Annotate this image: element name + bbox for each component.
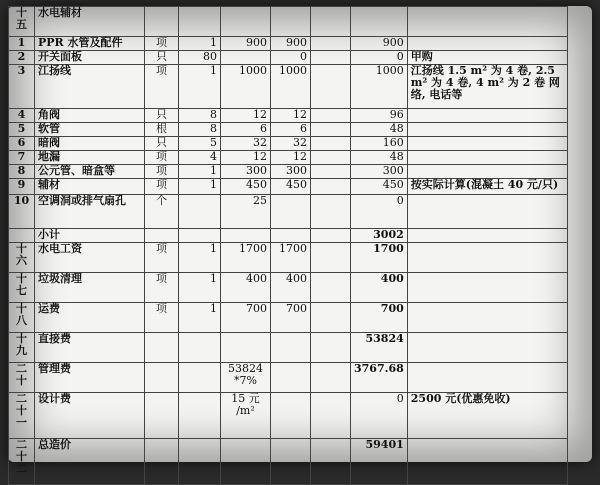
total-cell: 59401 [351, 439, 408, 485]
quantity-cell: 1 [179, 165, 221, 179]
quantity-cell [179, 7, 221, 37]
note-cell [407, 195, 567, 229]
quantity-cell: 8 [179, 123, 221, 137]
table-row [9, 37, 568, 51]
item-name-cell: 运费 [35, 303, 145, 333]
unit-price-cell [221, 333, 271, 363]
item-name-cell: 暗阀 [35, 137, 145, 151]
total-cell: 53824 [351, 333, 408, 363]
item-name-cell: 辅材 [35, 179, 145, 195]
unit-cell: 项 [145, 303, 179, 333]
amount-cell [271, 229, 311, 243]
unit-price-cell [221, 51, 271, 65]
item-name-cell: 公元管、暗盒等 [35, 165, 145, 179]
quantity-cell: 1 [179, 37, 221, 51]
row-number-cell: 6 [9, 137, 35, 151]
total-cell: 300 [351, 165, 408, 179]
item-name-cell: 总造价 [35, 439, 145, 485]
item-name-cell: 地漏 [35, 151, 145, 165]
note-cell: 按实际计算(混凝土 40 元/只) [407, 179, 567, 195]
row-number-cell: 8 [9, 165, 35, 179]
total-cell: 0 [351, 51, 408, 65]
total-cell: 400 [351, 273, 408, 303]
row-number-cell: 十 八 [9, 303, 35, 333]
blank-cell [311, 273, 351, 303]
note-cell [407, 229, 567, 243]
item-name-cell: 开关面板 [35, 51, 145, 65]
total-cell: 3002 [351, 229, 408, 243]
row-number-cell [9, 229, 35, 243]
unit-price-cell: 32 [221, 137, 271, 151]
unit-price-cell: 300 [221, 165, 271, 179]
quantity-cell [179, 439, 221, 485]
unit-price-cell: 1700 [221, 243, 271, 273]
total-cell: 450 [351, 179, 408, 195]
unit-cell: 根 [145, 123, 179, 137]
quantity-cell: 1 [179, 243, 221, 273]
quantity-cell [179, 229, 221, 243]
total-cell: 1000 [351, 65, 408, 109]
amount-cell: 900 [271, 37, 311, 51]
table-row [9, 7, 568, 37]
item-name-cell: 江扬线 [35, 65, 145, 109]
total-cell: 0 [351, 195, 408, 229]
row-number-cell: 7 [9, 151, 35, 165]
unit-price-cell [221, 439, 271, 485]
total-cell: 900 [351, 37, 408, 51]
unit-cell: 项 [145, 179, 179, 195]
unit-price-cell: 400 [221, 273, 271, 303]
unit-cell [145, 439, 179, 485]
item-name-cell: 水电工资 [35, 243, 145, 273]
cost-table [8, 6, 568, 485]
note-cell [407, 151, 567, 165]
amount-cell: 700 [271, 303, 311, 333]
unit-price-cell: 900 [221, 37, 271, 51]
blank-cell [311, 363, 351, 393]
table-row [9, 137, 568, 151]
item-name-cell: 小计 [35, 229, 145, 243]
quantity-cell: 5 [179, 137, 221, 151]
unit-price-cell [221, 7, 271, 37]
unit-cell: 项 [145, 65, 179, 109]
unit-price-cell: 53824 *7% [221, 363, 271, 393]
note-cell [407, 7, 567, 37]
note-cell [407, 363, 567, 393]
blank-cell [311, 393, 351, 439]
unit-price-cell: 12 [221, 151, 271, 165]
quantity-cell: 1 [179, 65, 221, 109]
table-row [9, 165, 568, 179]
total-cell: 1700 [351, 243, 408, 273]
quantity-cell: 1 [179, 303, 221, 333]
unit-cell [145, 229, 179, 243]
unit-cell [145, 363, 179, 393]
row-number-cell: 1 [9, 37, 35, 51]
blank-cell [311, 165, 351, 179]
row-number-cell: 5 [9, 123, 35, 137]
unit-cell [145, 393, 179, 439]
item-name-cell: 空调洞或排气扇孔 [35, 195, 145, 229]
table-row [9, 363, 568, 393]
table-row [9, 273, 568, 303]
note-cell [407, 137, 567, 151]
table-row [9, 195, 568, 229]
blank-cell [311, 151, 351, 165]
unit-price-cell: 25 [221, 195, 271, 229]
total-cell: 48 [351, 151, 408, 165]
note-cell [407, 123, 567, 137]
table-row [9, 151, 568, 165]
table-row [9, 243, 568, 273]
amount-cell: 450 [271, 179, 311, 195]
table-row [9, 229, 568, 243]
unit-cell: 项 [145, 37, 179, 51]
table-row [9, 123, 568, 137]
unit-price-cell: 700 [221, 303, 271, 333]
total-cell: 48 [351, 123, 408, 137]
spreadsheet-photo [8, 6, 592, 475]
row-number-cell: 二 十 二 [9, 439, 35, 485]
table-row [9, 109, 568, 123]
row-number-cell: 9 [9, 179, 35, 195]
item-name-cell: 设计费 [35, 393, 145, 439]
amount-cell [271, 7, 311, 37]
blank-cell [311, 51, 351, 65]
amount-cell: 12 [271, 109, 311, 123]
table-row [9, 333, 568, 363]
row-number-cell: 十 六 [9, 243, 35, 273]
item-name-cell: 直接费 [35, 333, 145, 363]
quantity-cell [179, 333, 221, 363]
item-name-cell: PPR 水管及配件 [35, 37, 145, 51]
amount-cell: 6 [271, 123, 311, 137]
blank-cell [311, 195, 351, 229]
item-name-cell: 角阀 [35, 109, 145, 123]
row-number-cell: 二 十 [9, 363, 35, 393]
blank-cell [311, 303, 351, 333]
table-row [9, 65, 568, 109]
blank-cell [311, 7, 351, 37]
row-number-cell: 10 [9, 195, 35, 229]
amount-cell [271, 333, 311, 363]
table-row [9, 303, 568, 333]
unit-cell: 项 [145, 273, 179, 303]
quantity-cell [179, 195, 221, 229]
quantity-cell: 80 [179, 51, 221, 65]
table-row [9, 439, 568, 485]
note-cell [407, 109, 567, 123]
quantity-cell: 1 [179, 273, 221, 303]
unit-price-cell [221, 229, 271, 243]
row-number-cell: 2 [9, 51, 35, 65]
item-name-cell: 管理费 [35, 363, 145, 393]
total-cell: 160 [351, 137, 408, 151]
blank-cell [311, 439, 351, 485]
quantity-cell: 1 [179, 179, 221, 195]
amount-cell: 12 [271, 151, 311, 165]
unit-price-cell: 450 [221, 179, 271, 195]
amount-cell [271, 393, 311, 439]
total-cell [351, 7, 408, 37]
unit-cell [145, 333, 179, 363]
quantity-cell [179, 393, 221, 439]
row-number-cell: 4 [9, 109, 35, 123]
quantity-cell: 8 [179, 109, 221, 123]
unit-cell: 只 [145, 109, 179, 123]
note-cell [407, 243, 567, 273]
row-number-cell: 十 九 [9, 333, 35, 363]
blank-cell [311, 37, 351, 51]
note-cell: 江扬线 1.5 m² 为 4 卷, 2.5 m² 为 4 卷, 4 m² 为 2 卷 网络, 电话等 [407, 65, 567, 109]
table-row [9, 179, 568, 195]
amount-cell: 300 [271, 165, 311, 179]
unit-cell: 只 [145, 51, 179, 65]
total-cell: 700 [351, 303, 408, 333]
note-cell [407, 37, 567, 51]
unit-cell: 项 [145, 151, 179, 165]
total-cell: 0 [351, 393, 408, 439]
total-cell: 3767.68 [351, 363, 408, 393]
note-cell [407, 333, 567, 363]
amount-cell: 1700 [271, 243, 311, 273]
unit-cell: 项 [145, 165, 179, 179]
unit-price-cell: 15 元 /m² [221, 393, 271, 439]
amount-cell: 32 [271, 137, 311, 151]
blank-cell [311, 333, 351, 363]
amount-cell [271, 439, 311, 485]
amount-cell [271, 195, 311, 229]
row-number-cell: 3 [9, 65, 35, 109]
note-cell: 2500 元(优惠免收) [407, 393, 567, 439]
note-cell [407, 303, 567, 333]
unit-cell: 项 [145, 243, 179, 273]
table-row [9, 51, 568, 65]
item-name-cell: 软管 [35, 123, 145, 137]
note-cell [407, 165, 567, 179]
item-name-cell: 水电辅材 [35, 7, 145, 37]
blank-cell [311, 123, 351, 137]
quantity-cell [179, 363, 221, 393]
unit-cell: 只 [145, 137, 179, 151]
amount-cell [271, 363, 311, 393]
blank-cell [311, 179, 351, 195]
quantity-cell: 4 [179, 151, 221, 165]
unit-price-cell: 1000 [221, 65, 271, 109]
amount-cell: 1000 [271, 65, 311, 109]
note-cell [407, 273, 567, 303]
amount-cell: 400 [271, 273, 311, 303]
table-row [9, 393, 568, 439]
blank-cell [311, 243, 351, 273]
unit-price-cell: 12 [221, 109, 271, 123]
row-number-cell: 十 五 [9, 7, 35, 37]
unit-cell: 个 [145, 195, 179, 229]
blank-cell [311, 137, 351, 151]
blank-cell [311, 65, 351, 109]
note-cell [407, 439, 567, 485]
unit-cell [145, 7, 179, 37]
amount-cell: 0 [271, 51, 311, 65]
item-name-cell: 垃圾清理 [35, 273, 145, 303]
row-number-cell: 二 十 一 [9, 393, 35, 439]
row-number-cell: 十 七 [9, 273, 35, 303]
note-cell: 甲购 [407, 51, 567, 65]
blank-cell [311, 109, 351, 123]
blank-cell [311, 229, 351, 243]
total-cell: 96 [351, 109, 408, 123]
unit-price-cell: 6 [221, 123, 271, 137]
